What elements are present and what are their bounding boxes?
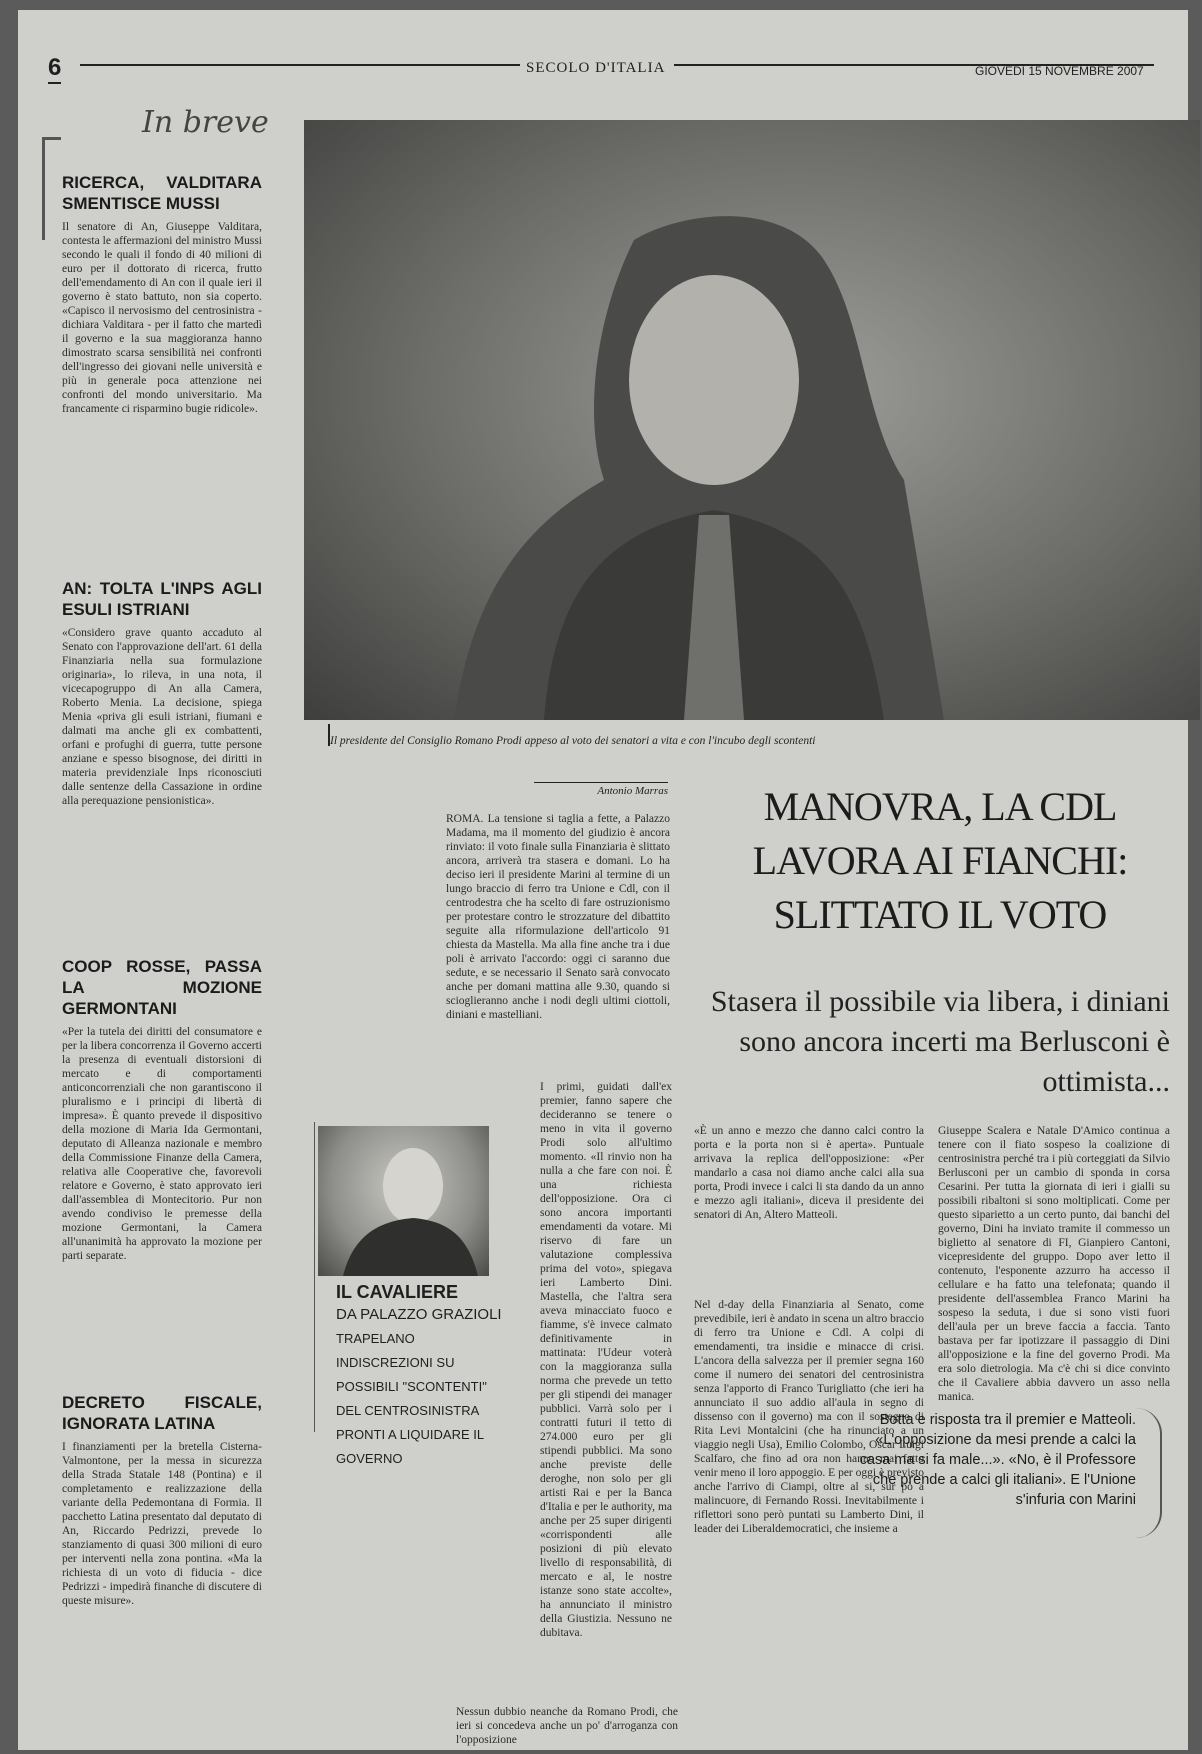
brief-body: «Considero grave quanto accaduto al Senato con l'approvazione dell'art. 61 della Finanziaria nella sua formulazione originaria», lo rileva, in una nota, il vicecapogruppo di An alla Camera, Roberto Menia. La decisione, spiega Menia «priva gli esuli istriani, fiumani e dalmati ma anche gli ex combattenti, orfani e profughi di guerra, tutte persone anziane e spesso bisognose, dei diritti in materia previdenziale Inps riconosciuti dalle sentenze della Cassazione in ordine alla perequazione pensionistica». [62, 627, 262, 807]
box-subtitle: DA PALAZZO GRAZIOLI [336, 1306, 502, 1323]
face-shape [629, 275, 799, 485]
brief-4 [62, 1392, 262, 1745]
brief-title: RICERCA, VALDITARA SMENTISCE MUSSI [62, 173, 262, 213]
brief-body: «Per la tutela dei diritti del consumatore e per la libera concorrenza il Governo accerti la presenza di eventuali distorsioni di mercato e di comportamenti anticoncorrenziali che non garantiscono il pluralismo e i principi di libertà di impresa». È quanto prevede il dispositivo della mozione di Maria Ida Germontani, deputato di Alleanza nazionale e membro della Commissione Finanze della Camera, relativa alle Cooperative che, favorevoli relatore e Governo, è stato approvato ieri dall'assemblea di Montecitorio. Pur non avendo condiviso le premesse della mozione Germontani, la Camera all'unanimità ha approvato la mozione per parti separate. [62, 1026, 262, 1262]
headline: MANOVRA, LA CDL LAVORA AI FIANCHI: SLITTATO IL VOTO [752, 784, 1128, 937]
article-col-2b: Nel d-day della Finanziaria al Senato, come prevedibile, ieri è andato in scena un altro braccio di ferro tra Unione e Cdl. A colpi di emendamenti, tra insidie e minacce di crisi. L'ancora della salvezza per il premier segna 160 come il numero dei senatori del centrosinistra senza l'apporto di Franco Turigliatto (che ieri ha annunciato il suo addio all'aula in segno di dissenso con il governo) ma con il sostegno di Rita Levi Montalcini (che ha rinunciato a un viaggio negli Usa), Emilio Colombo, Oscar Luigi Scalfaro, che fino ad ora non hanno mai fatto venir meno il loro appoggio. E per oggi è previsto anche l'arrivo di Ciampi, oltre al si, sur pò a malincuore, di Fernando Rossi. Inevitabilmente i riflettori sono però puntati su Lamberto Dini, il leader dei Liberaldemocratici, che insieme a [694, 1299, 924, 1535]
pull-quote: Botta e risposta tra il premier e Matteoli. «L'opposizione da mesi prende a calci la casa ma si fa male...». «No, è il Professore che prende a calci gli italiani». E l'Unione s'infuria con Marini [859, 1412, 1136, 1508]
brief-2 [62, 578, 262, 966]
box-title: IL CAVALIERE [336, 1282, 459, 1302]
main-photo-caption: Il presidente del Consiglio Romano Prodi appeso al voto dei senatori a vita e con l'incubo degli scontenti [330, 735, 816, 747]
page-number: 6 [48, 54, 61, 84]
brief-title: DECRETO FISCALE, IGNORATA LATINA [62, 1393, 262, 1433]
article-col-1b: I primi, guidati dall'ex premier, fanno sapere che decideranno se tenere o meno in vita il governo Prodi solo all'ultimo momento. «Il rinvio non ha nulla a che fare con noi. È una richiesta dell'opposizione. Ora ci sono ancora importanti emendamenti da votare. Mi riservo di fare un valutazione complessiva prima del voto», spiegava ieri Lamberto Dini. Mastella, che l'altra sera aveva minacciato fuoco e fiamme, s'è invece calmato definitivamente in mattinata: l'Udeur voterà con la maggioranza sulla norma che prevede un tetto per gli stipendi dei manager pubblici. Varrà solo per i contratti futuri il tetto di 274.000 euro per gli stipendi pubblici. Ma sono anche previste delle deroghe, non solo per gli artisti Rai e per la Banca d'Italia e per le authority, ma anche per 25 super dirigenti «corrispondenti alle posizioni di più elevato livello di responsabilità, di mercato e al, le nostre istanze sono state accolte», ha annunciato il ministro della Giustizia. Nessuno ne dubitava. [540, 1081, 672, 1639]
brief-bracket [42, 137, 61, 240]
prodi-portrait-illustration [304, 120, 1200, 720]
suit-shape [343, 1218, 478, 1276]
article-col-3a: Giuseppe Scalera e Natale D'Amico continua a tenere con il fiato sospeso la coalizione di centrosinistra perché tra i più corteggiati da Silvio Berlusconi per un cambio di sponda in corsa Cesarini. Per tutta la giornata di ieri i gialli su possibili ribaltoni si sono moltiplicati. Come per questo siparietto a un certo punto, dai banchi del governo, Dini ha inviato tramite il commesso un biglietto al senatore di FI, Gianpiero Cantoni, vicepresidente del gruppo. Dopo aver letto il contenuto, l'esponente azzurro ha accesso il cellulare e ha fatto una telefonata; quando il presidente dell'assemblea Franco Marini ha sospeso la seduta, i due si sono visti fuori dell'aula per un breve faccia a faccia. Tanto bastava per far ipotizzare il passaggio di Dini all'opposizione e la fine del governo Prodi. Ma era solo dietrologia. Ma c'è chi si dice convinto che il Cavaliere abbia davvero un asso nella manica. [938, 1125, 1170, 1403]
pull-quote-bracket [1136, 1408, 1162, 1538]
face-shape [383, 1148, 443, 1224]
brief-3 [62, 956, 262, 1425]
article-col-1a: ROMA. La tensione si taglia a fette, a Palazzo Madama, ma il momento del giudizio è ancora rinviato: il voto finale sulla Finanziaria è slittato ancora, arriverà tra stasera e domani. Lo ha deciso ieri il presidente Marini al termine di un lungo braccio di ferro tra Unione e Cdl, con il centrodestra che ha scelto di fare ostruzionismo per protestare contro le strozzature del dibattito seguite alla riformulazione dell'articolo 91 chiesta da Mastella. Ma alla fine anche tra i due poli è arrivato l'accordo: oggi ci saranno due sedute, e se necessario il Senato sarà convocato anche per domani mattina alle 9.30, quando si scioglieranno anche i nodi degli ultimi ciottoli, diniani e mastelliani. [446, 813, 670, 1021]
berlusconi-photo [318, 1126, 489, 1276]
header-rule [80, 64, 520, 66]
berlusconi-illustration [318, 1126, 489, 1276]
brief-body: Il senatore di An, Giuseppe Valditara, contesta le affermazioni del ministro Mussi secondo le quali il fondo di 40 milioni di euro per il dottorato di ricerca, frutto dell'emendamento di An con il quale ieri il governo è stato battuto, non sia coperto. «Capisco il nervosismo del centrosinistra - dichiara Valditara - per il fatto che martedì il governo e la sua maggioranza hanno dimostrato scarsa sensibilità nei confronti dell'ingresso dei giovani nelle università e più in generale poca attenzione nei confronti del mondo universitario. Ma francamente ci risparmino bugie ridicole». [62, 221, 262, 415]
article-col-1c: Nessun dubbio neanche da Romano Prodi, che ieri si concedeva anche un po' d'arroganza con l'opposizione [456, 1706, 678, 1746]
issue-date: GIOVEDÌ 15 NOVEMBRE 2007 [975, 64, 1144, 78]
subheadline: Stasera il possibile via libera, i diniani sono ancora incerti ma Berlusconi è ottimista... [710, 985, 1170, 1098]
section-label: In breve [142, 105, 269, 140]
brief-title: COOP ROSSE, PASSA LA MOZIONE GERMONTANI [62, 957, 262, 1018]
box-text [336, 1282, 506, 1471]
main-photo [304, 120, 1200, 720]
brief-title: AN: TOLTA L'INPS AGLI ESULI ISTRIANI [62, 579, 262, 619]
article-col-2a: «È un anno e mezzo che danno calci contro la porta e la porta non si è aperta». Puntuale arrivava la replica dell'opposizione: «Per mandarlo a casa noi diamo anche calci alla sua porta, Prodi invece i calci li sta dando da un anno e mezzo agli italiani», diceva il presidente dei senatori di An, Altero Matteoli. [694, 1125, 924, 1221]
brief-1 [62, 172, 262, 570]
article-col-3b [938, 1548, 1170, 1728]
box-body: TRAPELANO INDISCREZIONI SU POSSIBILI "SCONTENTI" DEL CENTROSINISTRA PRONTI A LIQUIDARE IL GOVERNO [336, 1331, 487, 1466]
paper-name: SECOLO D'ITALIA [526, 60, 666, 76]
byline: Antonio Marras [534, 782, 668, 797]
brief-body: I finanziamenti per la bretella Cisterna-Valmontone, per la messa in sicurezza della Strada Statale 148 (Pontina) e il completamento e realizzazione della variante della Pedemontana di Formia. Il pacchetto Latina presentato dal deputato di An, Riccardo Pedrizzi, prevede lo stanziamento di quasi 300 milioni di euro per interventi nella zona pontina. «Ma la richiesta di un voto di fiducia - dice Pedrizzi - impedirà finanche di discutere di queste misure». [62, 1441, 262, 1607]
